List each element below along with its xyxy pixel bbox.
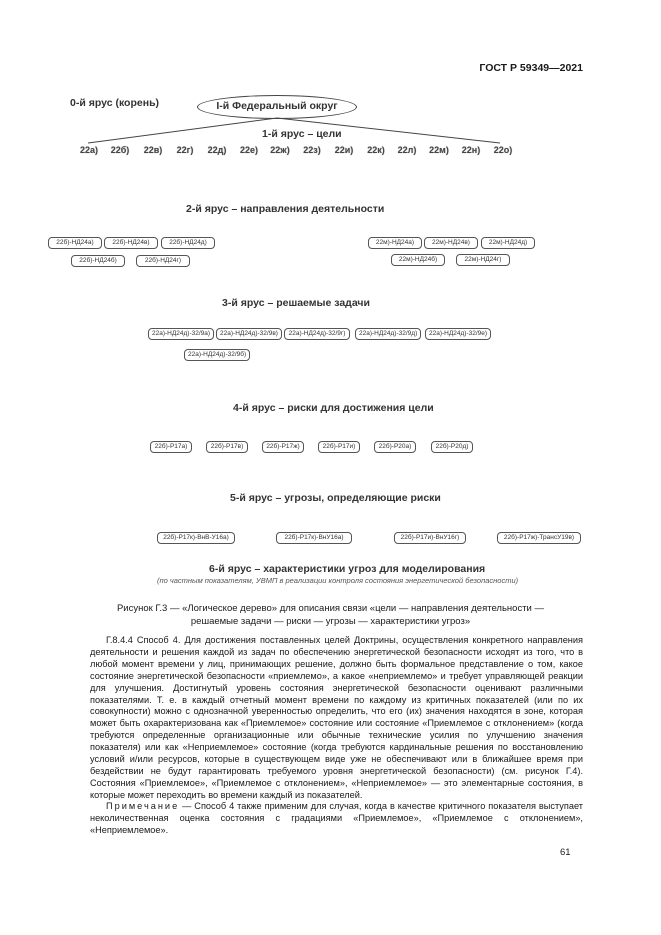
task-node: 22а)-НД24д)-32/9в)	[216, 328, 282, 340]
goal-node: 22е)	[239, 145, 258, 155]
task-node: 22а)-НД24д)-32/9а)	[148, 328, 214, 340]
risk-node: 22б)-Р17а)	[150, 441, 192, 453]
direction-node: 22м)-НД24д)	[481, 237, 535, 249]
goal-node: 22з)	[303, 145, 321, 155]
tier0-label: 0-й ярус (корень)	[70, 97, 160, 109]
tier1-label: 1-й ярус – цели	[262, 128, 342, 140]
task-node: 22а)-НД24д)-32/9е)	[425, 328, 491, 340]
goal-node: 22м)	[429, 145, 449, 155]
direction-node: 22б)-НД24а)	[48, 237, 102, 249]
goal-node: 22в)	[143, 145, 163, 155]
goal-node: 22о)	[493, 145, 513, 155]
goal-node: 22д)	[207, 145, 227, 155]
tier4-label: 4-й ярус – риски для достижения цели	[233, 402, 434, 414]
threat-node: 22б)-Р17ж)-ТрансУ19в)	[497, 532, 581, 544]
root-node: I-й Федеральный округ	[197, 95, 357, 119]
goal-node: 22и)	[334, 145, 354, 155]
risk-node: 22б)-Р17и)	[318, 441, 360, 453]
figure-caption	[0, 602, 661, 628]
direction-node: 22б)-НД24д)	[161, 237, 215, 249]
direction-node: 22м)-НД24г)	[456, 254, 510, 266]
caption-line: Рисунок Г.3 — «Логическое дерево» для описания связи «цели — направления деятельности —	[116, 603, 545, 614]
tier2-label: 2-й ярус – направления деятельности	[186, 203, 385, 215]
threat-node: 22б)-Р17и)-ВнУ16г)	[394, 532, 466, 544]
risk-node: 22б)-Р20д)	[431, 441, 473, 453]
caption-line: решаемые задачи — риски — угрозы — характеристики угроз»	[190, 616, 471, 627]
page-number: 61	[560, 847, 571, 858]
task-node: 22а)-НД24д)-32/9б)	[184, 349, 250, 361]
direction-node: 22м)-НД24б)	[391, 254, 445, 266]
risk-node: 22б)-Р17в)	[206, 441, 248, 453]
threat-node: 22б)-Р17к)-ВнУ16а)	[276, 532, 352, 544]
goal-node: 22г)	[176, 145, 194, 155]
direction-node: 22м)-НД24в)	[424, 237, 478, 249]
tier6-subtitle: (по частным показателям, УВМП в реализации контроля состояния энергетической безопасности)	[157, 576, 519, 585]
threat-node: 22б)-Р17к)-ВнВ-У16а)	[157, 532, 235, 544]
goal-node: 22a)	[79, 145, 98, 155]
risk-node: 22б)-Р17ж)	[262, 441, 304, 453]
direction-node: 22б)-НД24б)	[71, 255, 125, 267]
direction-node: 22б)-НД24в)	[104, 237, 158, 249]
goal-node: 22н)	[461, 145, 481, 155]
task-node: 22а)-НД24д)-32/9д)	[355, 328, 421, 340]
task-node: 22а)-НД24д)-32/9г)	[284, 328, 350, 340]
body-paragraph: Г.8.4.4 Способ 4. Для достижения поставленных целей Доктрины, осуществления конкретного направления деятельности и решения каждой из задач по обеспечению энергетической безопасности исходят из того, что в любой момент времени у лиц, принимающих решение, должно быть формальное представление о том, какое состояние энергетической безопасности «приемлемо», а какое «неприемлемо» и требует управляющей реакции для улучшения. Достигнутый уровень состояния энергетической безопасности оценивают различными показателями. Т. е. в каждый отчетный момент времени по каждому из критичных показателей (или по их совокупности) можно с однозначной уверенностью определить, что его (их) значения находятся в зоне, которая может быть охарактеризована как «Приемлемое» состояние или состояние «Приемлемое с отклонением» (когда требуются определенные организационные или обычные технические усилия по улучшению значения показателя) или как «Неприемлемое» состояние (когда требуются кардинальные решения по восстановлению условий и/или ресурсов, которые в существующем виде уже не обеспечивают или в ближайшее время при бездействии не будут гарантировать требуемого уровня энергетической безопасности) (см. рисунок Г.4). Состояния «Приемлемое», «Приемлемое с отклонением», «Неприемлемое» — это элементарные состояния, в которые может переходить во времени каждый из показателей.	[90, 635, 583, 800]
risk-node: 22б)-Р20а)	[374, 441, 416, 453]
goal-node: 22л)	[397, 145, 417, 155]
tier6-label: 6-й ярус – характеристики угроз для моделирования	[209, 563, 486, 575]
goal-node: 22к)	[367, 145, 385, 155]
tier5-label: 5-й ярус – угрозы, определяющие риски	[230, 492, 441, 504]
goal-node: 22б)	[110, 145, 130, 155]
tier3-label: 3-й ярус – решаемые задачи	[222, 297, 370, 309]
document-code: ГОСТ Р 59349—2021	[479, 62, 583, 74]
note-text: — Способ 4 также применим для случая, когда в качестве критичного показателя выступает неколичественная оценка состояния с градациями «Приемлемое», «Приемлемое с отклонением», «Неприемлемое».	[90, 801, 583, 835]
direction-node: 22б)-НД24г)	[136, 255, 190, 267]
note-paragraph	[90, 801, 583, 837]
direction-node: 22м)-НД24а)	[368, 237, 422, 249]
note-label: Примечание	[106, 801, 180, 811]
goal-node: 22ж)	[270, 145, 290, 155]
